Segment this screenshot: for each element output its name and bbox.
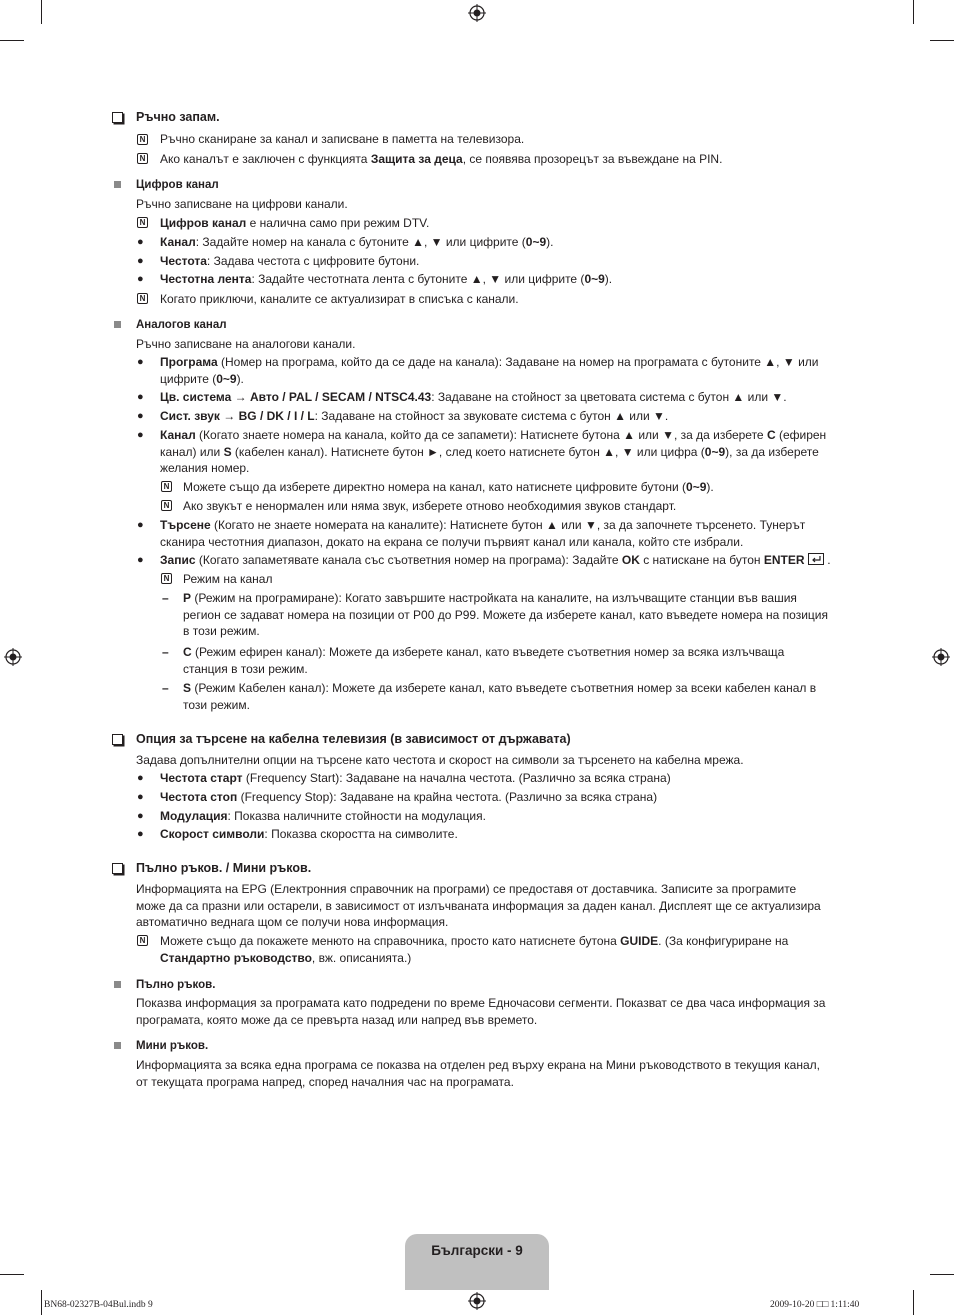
section-title: Опция за търсене на кабелна телевизия (в зависимост от държавата) [136, 732, 571, 746]
paragraph: Информацията за всяка една програма се показва на отделен ред върху екрана на Мини ръководството в текущия канал, от текущата програма напред, според началния час на програмата. [136, 1058, 820, 1089]
registration-mark-icon [4, 648, 22, 666]
crop-mark [0, 40, 24, 41]
note-text: Ръчно сканиране за канал и записване в паметта на телевизора. [160, 132, 525, 146]
crop-mark [41, 0, 42, 24]
paragraph: Показва информация за програмата като подредени по време Едночасови сегменти. Показват се два часа информация за програмата, която може да се превърта назад или напред във времето. [136, 996, 826, 1027]
enter-key-icon [808, 553, 824, 565]
subsection-square-icon [114, 181, 121, 188]
note-icon: N [161, 500, 172, 511]
subsection-title: Пълно ръков. [136, 979, 216, 991]
list-item: Цв. система → Авто / PAL / SECAM / NTSC4.43: Задаване на стойност за цветовата система с бутон ▲ или ▼. [160, 390, 787, 404]
note-text: Ако каналът е заключен с функцията Защита за деца, се появява прозорецът за въвеждане на PIN. [160, 152, 723, 166]
bullet-icon: ● [137, 356, 144, 368]
note-icon: N [161, 573, 172, 584]
note-text: Цифров канал е налична само при режим DTV. [160, 216, 430, 230]
bullet-icon: ● [137, 255, 144, 267]
bullet-icon: ● [137, 391, 144, 403]
bullet-icon: ● [137, 273, 144, 285]
note-text: Ако звукът е ненормален или няма звук, изберете отново необходимия звуков стандарт. [183, 499, 677, 513]
bullet-icon: ● [137, 791, 144, 803]
crop-mark [41, 1290, 42, 1315]
dash-icon: – [162, 645, 169, 659]
paragraph: Задава допълнителни опции на търсене като честота и скорост на символи за търсенето на кабелна мрежа. [136, 753, 744, 767]
page-number: Български - 9 [431, 1243, 523, 1258]
bullet-icon: ● [137, 429, 144, 441]
subsection-square-icon [114, 321, 121, 328]
note-text: Можете също да изберете директно номера на канал, като натиснете цифровите бутони (0~9). [183, 480, 714, 494]
subsection-title: Мини ръков. [136, 1040, 209, 1052]
section-title: Ръчно запам. [136, 110, 220, 124]
bullet-icon: ● [137, 772, 144, 784]
section-checkbox-icon [112, 863, 123, 874]
crop-mark [930, 40, 954, 41]
list-item: Честота старт (Frequency Start): Задаване на начална честота. (Различно за всяка страна) [160, 771, 671, 785]
section-title: Пълно ръков. / Мини ръков. [136, 861, 312, 875]
paragraph: Информацията на EPG (Електронния справочник на програми) се предоставя от доставчика. Записите за програмите може да са празни или остарели, в зависимост от излъчваната информация за даден канал. Дисплеят ще се актуализира автоматично веднага щом се получи нова информация. [136, 882, 821, 929]
bullet-icon: ● [137, 554, 144, 566]
section-checkbox-icon [112, 112, 123, 123]
list-item: Канал: Задайте номер на канала с бутоните ▲, ▼ или цифрите (0~9). [160, 235, 554, 249]
note-icon: N [161, 481, 172, 492]
subsection-title: Аналогов канал [136, 319, 227, 331]
note-icon: N [137, 217, 148, 228]
print-file-info: BN68-02327B-04Bul.indb 9 [44, 1300, 153, 1310]
subsection-square-icon [114, 981, 121, 988]
subsection-square-icon [114, 1042, 121, 1049]
list-item: Сист. звук → BG / DK / I / L: Задаване на стойност за звуковате система с бутон ▲ или ▼. [160, 409, 669, 423]
registration-mark-icon [932, 648, 950, 666]
paragraph: Ръчно записване на аналогови канали. [136, 337, 356, 351]
crop-mark [913, 1290, 914, 1315]
list-subitem: P (Режим на програмиране): Когато завършите настройката на каналите, на излъчващите станции във вашия регион се задават номера на позиции от P00 до P99. Можете да изберете канал, като въведете номера на позиция в този режим. [183, 591, 828, 638]
registration-mark-icon [468, 1292, 486, 1310]
note-text: Когато приключи, каналите се актуализират в списъка с канали. [160, 292, 519, 306]
list-item: Честота стоп (Frequency Stop): Задаване на крайна честота. (Различно за всяка страна) [160, 790, 658, 804]
list-item: Честотна лента: Задайте честотната лента с бутоните ▲, ▼ или цифрите (0~9). [160, 272, 613, 286]
crop-mark [930, 1274, 954, 1275]
dash-icon: – [162, 681, 169, 695]
note-icon: N [137, 293, 148, 304]
list-item: Канал (Когато знаете номера на канала, който да се запамети): Натиснете бутона ▲ или ▼, за да изберете C (ефирен канал) или S (кабелен канал). Натиснете бутон ►, след което натиснете бутон ▲, ▼ или цифра (0~9), за да изберете желания номер. [160, 428, 827, 475]
bullet-icon: ● [137, 828, 144, 840]
registration-mark-icon [468, 4, 486, 22]
bullet-icon: ● [137, 410, 144, 422]
list-subitem: S (Режим Кабелен канал): Можете да изберете канал, като въведете съответния номер за всеки кабелен канал в този режим. [183, 681, 817, 712]
subsection-title: Цифров канал [136, 179, 219, 191]
crop-mark [0, 1274, 24, 1275]
note-icon: N [137, 935, 148, 946]
list-item: Скорост символи: Показва скоростта на символите. [160, 827, 458, 841]
crop-mark [913, 0, 914, 24]
dash-icon: – [162, 591, 169, 605]
list-subitem: C (Режим ефирен канал): Можете да изберете канал, като въведете съответния номер за всяка излъчваща станция в този режим. [183, 645, 785, 676]
list-item: Модулация: Показва наличните стойности на модулация. [160, 809, 486, 823]
list-item: Запис (Когато запаметявате канала със съответния номер на програма): Задайте OK с натискане на бутон ENTER . [160, 553, 831, 567]
list-item: Честота: Задава честота с цифровите бутони. [160, 254, 420, 268]
section-checkbox-icon [112, 734, 123, 745]
bullet-icon: ● [137, 519, 144, 531]
note-text: Режим на канал [183, 572, 273, 586]
list-item: Търсене (Когато не знаете номерата на каналите): Натиснете бутон ▲ или ▼, за да започнете търсенето. Тунерът сканира честотния диапазон, докато на екрана се получи първият канал или канала, който сте избрали. [160, 518, 806, 549]
paragraph: Ръчно записване на цифрови канали. [136, 197, 348, 211]
note-icon: N [137, 134, 148, 145]
note-text: Можете също да покажете менюто на справочника, просто като натиснете бутона GUIDE. (За конфигуриране на Стандартно ръководство, вж. описанията.) [160, 934, 789, 965]
print-datetime: 2009-10-20 □□ 1:11:40 [770, 1300, 860, 1310]
bullet-icon: ● [137, 236, 144, 248]
list-item: Програма (Номер на програма, който да се даде на канала): Задаване на номер на програмата с бутоните ▲, ▼ или цифрите (0~9). [160, 355, 819, 386]
note-icon: N [137, 153, 148, 164]
bullet-icon: ● [137, 810, 144, 822]
